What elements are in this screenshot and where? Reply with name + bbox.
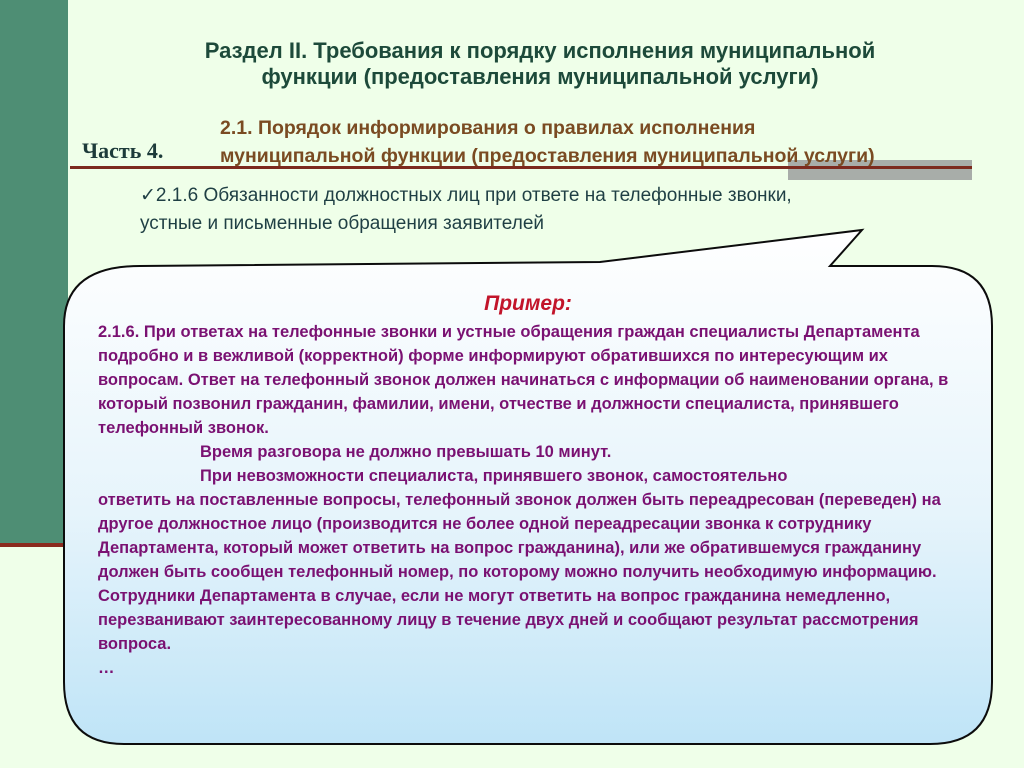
example-paragraph-1: 2.1.6. При ответах на телефонные звонки и устные обращения граждан специалисты Департамента подробно и в вежливой (корректной) форме информируют обратившихся по интересующим их вопросам. Ответ на телефонный звонок должен начинаться с информации об наименовании органа, в который позвонил гражданин, фамилии, имени, отчестве и должности специалиста, принявшего телефонный звонок. <box>98 323 949 437</box>
checklist-item-line1: 2.1.6 Обязанности должностных лиц при ответе на телефонные звонки, <box>155 185 792 206</box>
example-ellipsis: … <box>98 659 115 677</box>
example-heading: Пример: <box>484 292 572 315</box>
part-label: Часть 4. <box>82 138 164 163</box>
section-subtitle-line1: 2.1. Порядок информирования о правилах исполнения <box>220 117 756 139</box>
slide-title-line1: Раздел II. Требования к порядку исполнения муниципальной <box>204 38 876 63</box>
slide-title-line2: функции (предоставления муниципальной услуги) <box>261 64 819 89</box>
section-subtitle-line2: муниципальной функции (предоставления муниципальной услуги) <box>220 145 875 167</box>
example-paragraph-3-first-line: При невозможности специалиста, принявшего звонок, самостоятельно <box>200 467 788 485</box>
checkmark-icon: ✓ <box>140 185 156 206</box>
example-callout <box>98 290 958 680</box>
checklist-item-line2: устные и письменные обращения заявителей <box>140 213 545 234</box>
example-paragraph-2: Время разговора не должно превышать 10 минут. <box>200 443 612 461</box>
example-paragraph-3: ответить на поставленные вопросы, телефонный звонок должен быть переадресован (переведен) на другое должностное лицо (производится не более одной переадресации звонка к сотруднику Департамента, который может ответить на вопрос гражданина), или же обратившемуся гражданину должен быть сообщен телефонный номер, по которому можно получить необходимую информацию. Сотрудники Департамента в случае, если не могут ответить на вопрос гражданина немедленно, перезванивают заинтересованному лицу в течение двух дней и сообщают результат рассмотрения вопроса. <box>98 491 941 653</box>
